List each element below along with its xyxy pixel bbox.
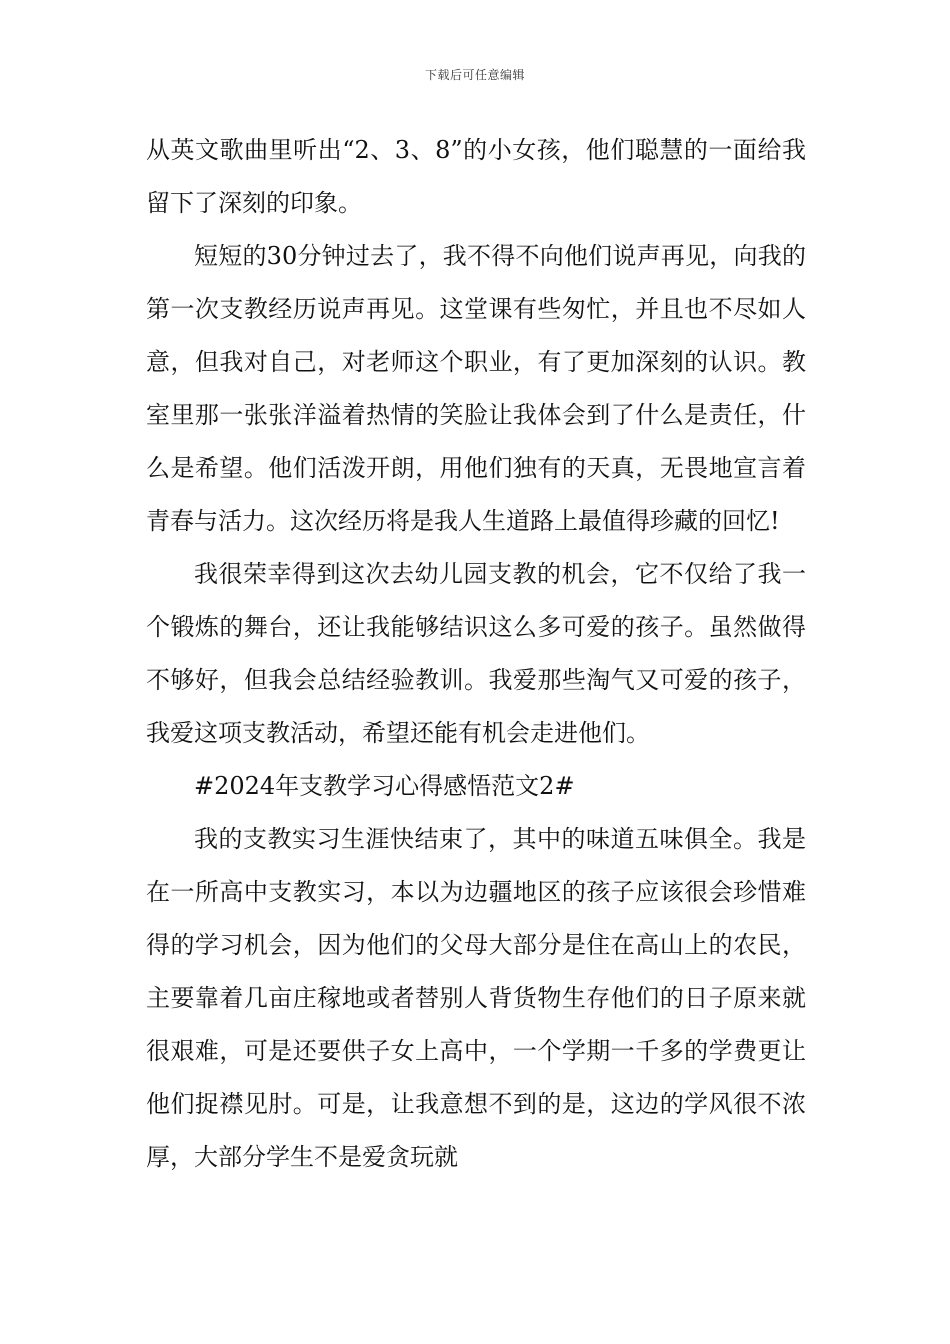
paragraph-2: 短短的30分钟过去了，我不得不向他们说声再见，向我的第一次支教经历说声再见。这堂课有些匆忙，并且也不尽如人意，但我对自己，对老师这个职业，有了更加深刻的认识。教室里那一张张洋溢着热情的笑脸让我体会到了什么是责任，什么是希望。他们活泼开朗，用他们独有的天真，无畏地宣言着青春与活力。这次经历将是我人生道路上最值得珍藏的回忆! — [146, 242, 806, 535]
document-body — [146, 124, 806, 1184]
paragraph-4: 我的支教实习生涯快结束了，其中的味道五味俱全。我是在一所高中支教实习，本以为边疆地区的孩子应该很会珍惜难得的学习机会，因为他们的父母大部分是住在高山上的农民，主要靠着几亩庄稼地或者替别人背货物生存他们的日子原来就很艰难，可是还要供子女上高中，一个学期一千多的学费更让他们捉襟见肘。可是，让我意想不到的是，这边的学风很不浓厚，大部分学生不是爱贪玩就 — [146, 825, 806, 1171]
header-note: 下载后可任意编辑 — [424, 68, 525, 82]
paragraph-1: 从英文歌曲里听出“2、3、8”的小女孩，他们聪慧的一面给我留下了深刻的印象。 — [146, 136, 806, 217]
paragraph-3: 我很荣幸得到这次去幼儿园支教的机会，它不仅给了我一个锻炼的舞台，还让我能够结识这么多可爱的孩子。虽然做得不够好，但我会总结经验教训。我爱那些淘气又可爱的孩子，我爱这项支教活动，希望还能有机会走进他们。 — [146, 560, 806, 747]
section-heading: #2024年支教学习心得感悟范文2# — [194, 772, 575, 800]
